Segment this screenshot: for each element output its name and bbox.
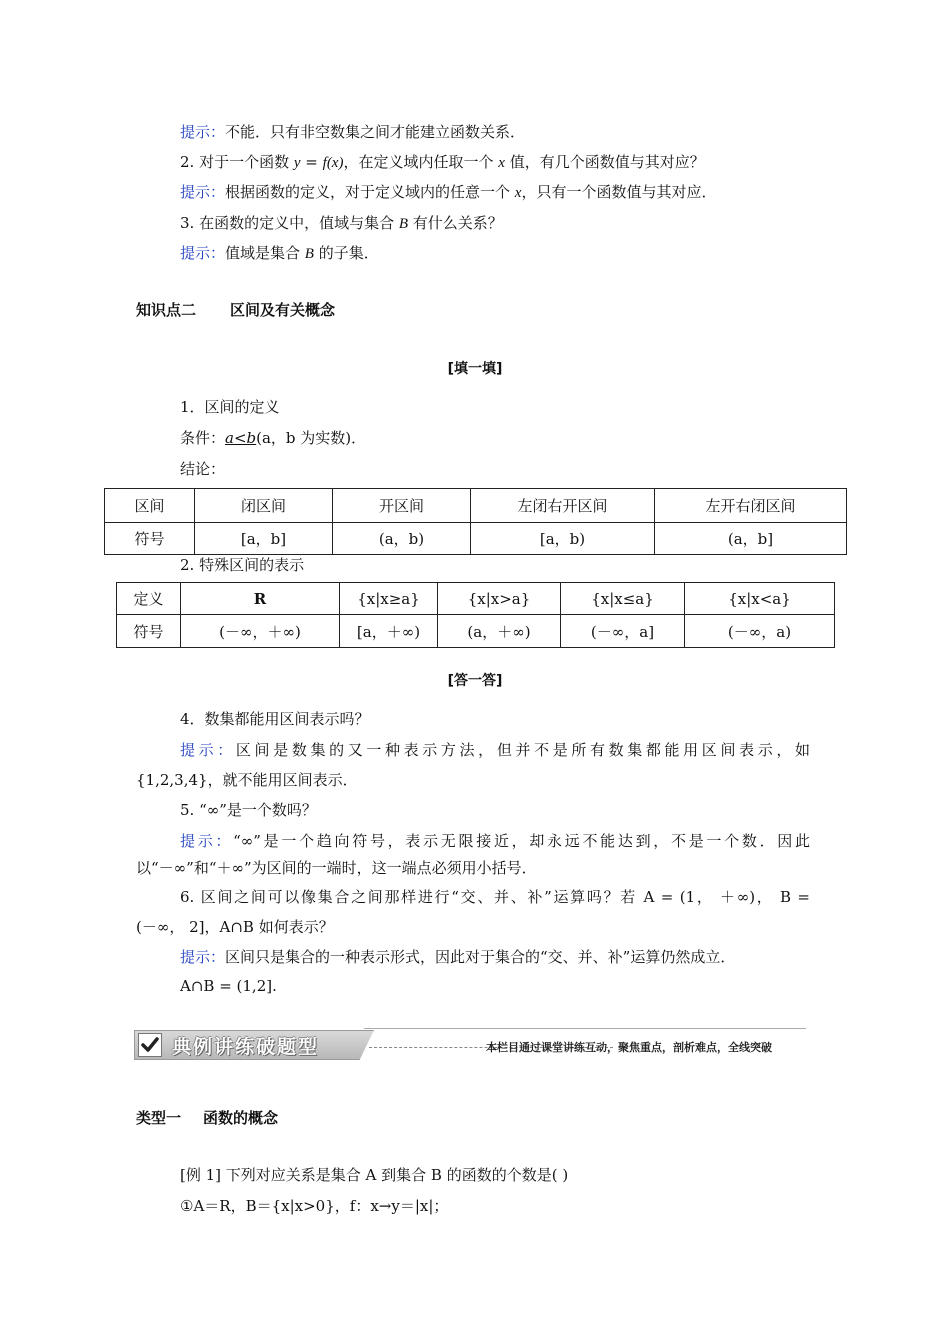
condition-rest: (a，b 为实数)． [256, 429, 367, 447]
question-4: 4．数集都能用区间表示吗？ [180, 710, 370, 728]
table-cell: {x|x<a} [685, 583, 835, 615]
check-icon [138, 1033, 162, 1057]
hint-text: 区间只是集合的一种表示形式，因此对于集合的“交、并、补”运算仍然成立． [225, 948, 736, 966]
table-cell: {x|x≤a} [561, 583, 685, 615]
section-banner [134, 1027, 806, 1061]
table-row [117, 615, 835, 648]
var-y: y [293, 155, 301, 171]
special-interval-table [116, 582, 835, 648]
hint-line-5-cont: 以“－∞”和“＋∞”为区间的一端时，这一端点必须用小括号． [136, 859, 537, 877]
equals: = [300, 153, 323, 171]
hint-text: “∞”是一个趋向符号，表示无限接近，却永远不能达到，不是一个数．因此 [233, 832, 810, 850]
table-cell: 闭区间 [195, 489, 333, 523]
table-cell: R [181, 583, 340, 615]
table-cell: 开区间 [333, 489, 471, 523]
table-cell: {x|x≥a} [340, 583, 438, 615]
table-row [105, 523, 847, 555]
hint-label: 提示： [180, 832, 234, 850]
table-cell: {x|x>a} [438, 583, 561, 615]
banner-title: 典例讲练破题型 [172, 1036, 320, 1058]
var-x: x [514, 185, 522, 201]
condition-line [180, 428, 366, 448]
condition-underlined: a<b [225, 429, 257, 447]
hint-text: 根据函数的定义，对于定义域内的任意一个 [225, 183, 515, 201]
question-text: ，在定义域内任取一个 [343, 153, 499, 171]
hint-label: 提示： [180, 948, 226, 966]
hint-label: 提示： [180, 123, 226, 141]
table-cell: [a，b] [195, 523, 333, 555]
hint-line-1 [180, 122, 525, 142]
question-text: 6. 区间之间可以像集合之间那样进行“交、并、补”运算吗？若 A = (1， ＋∞)， B = [180, 888, 810, 906]
conclusion-label: 结论： [180, 460, 226, 478]
table-cell: 符号 [105, 523, 195, 555]
var-B: B [304, 246, 314, 262]
table-row [105, 489, 847, 523]
table-cell: 左开右闭区间 [655, 489, 847, 523]
question-6-cont: (－∞， 2]，A∩B 如何表示？ [136, 918, 334, 936]
question-text: 3. 在函数的定义中，值域与集合 [180, 214, 399, 232]
question-5: 5. “∞”是一个数吗？ [180, 801, 317, 819]
question-text: 2. 对于一个函数 [180, 153, 294, 171]
table-cell: (－∞，a] [561, 615, 685, 648]
interval-table [104, 488, 847, 555]
example-line-1: [例 1] 下列对应关系是集合 A 到集合 B 的函数的个数是( ) [180, 1166, 569, 1184]
banner-description: 本栏目通过课堂讲练互动，聚焦重点，剖析难点，全线突破 [486, 1041, 772, 1054]
type-number: 类型一 [136, 1109, 182, 1127]
condition-label: 条件： [180, 429, 226, 447]
section-title: 区间及有关概念 [230, 301, 336, 319]
interval-def-heading: 1．区间的定义 [180, 398, 280, 416]
table-cell: 区间 [105, 489, 195, 523]
hint-line-6-cont: A∩B = (1,2]. [180, 977, 277, 995]
hint-text: 的子集． [313, 244, 379, 262]
table-cell: (a，b) [333, 523, 471, 555]
table-cell: (－∞，＋∞) [181, 615, 340, 648]
question-text: 有什么关系？ [408, 214, 503, 232]
table-cell: 定义 [117, 583, 181, 615]
type-title: 函数的概念 [203, 1109, 279, 1127]
type-heading [136, 1108, 278, 1128]
table-cell: [a，＋∞) [340, 615, 438, 648]
hint-text: ，只有一个函数值与其对应． [521, 183, 717, 201]
question-6 [180, 887, 810, 907]
hint-line-4 [180, 740, 810, 760]
table-cell: (a，＋∞) [438, 615, 561, 648]
var-B: B [398, 216, 409, 232]
var-f: f [322, 155, 327, 171]
special-heading: 2. 特殊区间的表示 [180, 556, 305, 574]
table-cell: (－∞，a) [685, 615, 835, 648]
question-2 [180, 152, 705, 173]
hint-line-5 [180, 831, 810, 851]
table-cell: 左闭右开区间 [471, 489, 655, 523]
example-line-2: ①A＝R，B＝{x|x>0}，f：x→y＝|x|； [180, 1197, 449, 1215]
banner-divider [364, 1028, 806, 1029]
hint-line-6 [180, 947, 735, 967]
section-number: 知识点二 [136, 301, 197, 319]
hint-line-3 [180, 243, 379, 264]
hint-label: 提示： [180, 183, 226, 201]
var-x: x [498, 155, 505, 171]
table-cell: [a，b) [471, 523, 655, 555]
question-text: 值，有几个函数值与其对应？ [504, 153, 705, 171]
var-x: (x) [326, 155, 344, 171]
table-cell: 符号 [117, 615, 181, 648]
hint-text: 值域是集合 [225, 244, 305, 262]
fill-title: [填一填] [447, 361, 503, 377]
hint-label: 提示： [180, 244, 226, 262]
question-3 [180, 213, 503, 234]
hint-text: 不能．只有非空数集之间才能建立函数关系． [225, 123, 526, 141]
hint-label: 提示： [180, 741, 236, 759]
table-cell: (a，b] [655, 523, 847, 555]
table-row [117, 583, 835, 615]
hint-line-4-cont: {1,2,3,4}，就不能用区间表示． [136, 771, 358, 789]
hint-line-2 [180, 182, 716, 203]
answer-title: [答一答] [447, 673, 503, 689]
section-heading [136, 300, 335, 320]
hint-text: 区间是数集的又一种表示方法，但并不是所有数集都能用区间表示，如 [235, 741, 810, 759]
